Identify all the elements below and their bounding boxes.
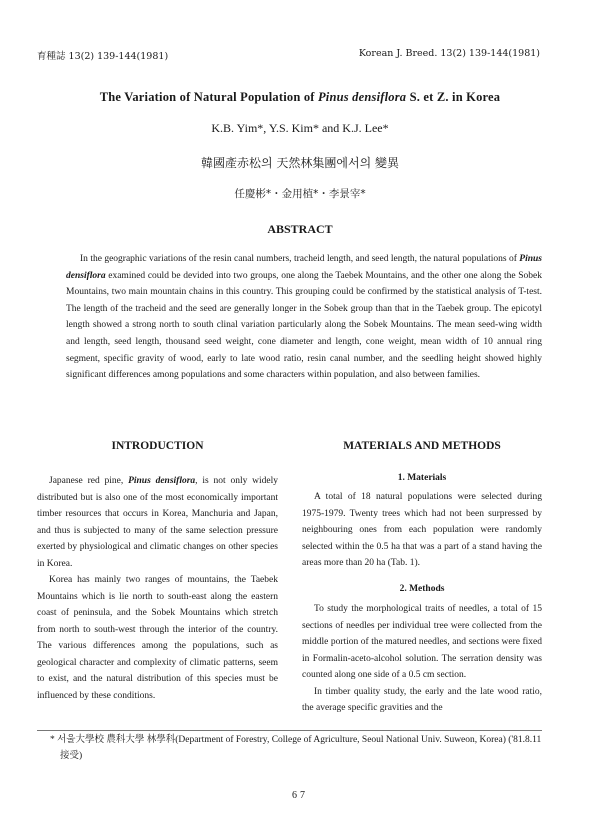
materials-body [302,489,542,572]
intro-paragraph-1 [37,473,278,572]
abstract-body [66,251,542,384]
intro-p1-b: , is not only widely distributed but is also one of the most economically important timber resources that occurs in Korea, Manchuria and Japan, and thus is subjected to many of the same selection pressure exerted by physiological and climatic changes on other species in Korea. [37,476,279,569]
paper-title [0,90,600,105]
methods-paragraph-2: In timber quality study, the early and the late wood ratio, the average specific gravities and the [302,686,542,713]
korean-title: 韓國產赤松의 天然林集團에서의 變異 [201,156,399,170]
introduction-heading: INTRODUCTION [111,440,204,452]
methods-paragraph-1: To study the morphological traits of needles, a total of 15 sections of needles per individual tree were collected from the middle portion of the matured needles, and sections were fixed in Formalin-aceto-alcohol solution. The serration density was counted along one side of a 0.5 cm section. [302,604,542,680]
intro-p1-a: Japanese red pine, [49,476,129,486]
running-header-english: Korean J. Breed. 13(2) 139-144(1981) [358,48,540,59]
title-part1: The Variation of Natural Population of [99,90,318,104]
footnote-rule [37,730,542,731]
title-part2: S. et Z. in Korea [406,90,501,104]
author-list: K.B. Yim*, Y.S. Kim* and K.J. Lee* [211,121,389,135]
materials-paragraph: A total of 18 natural populations were selected during 1975-1979. Twenty trees which had not been surpressed by neighbouring ones from each population were randomly selected within the 0.5 ha that was a part of a stand having the areas more than 20 ha (Tab. 1). [302,492,542,568]
abstract-text-b: examined could be devided into two groups, one along the Taebek Mountains, and the other one along the Sobek Mountains, two main mountain chains in this country. This grouping could be confirmed by the statistical analysis of T-test. The length of the tracheid and the seed are generally longer in the Sobek group than that in the Taebek group. The epicotyl length showed a strong north to south clinal variation particularly along the Sobek Mountains. The mean seed-wing width and length, seed length, thousand seed weight, cone diameter and length, cone weight, mean width of 10 annual ring segment, specific gravity of wood, early to late wood ratio, resin canal number, and the seedling height showed highly significant differences among populations and some characters within population, and also between families. [66,270,542,381]
methods-subheading: 2. Methods [399,584,445,594]
abstract-heading: ABSTRACT [267,222,333,236]
page-number: 67 [292,790,308,801]
materials-subheading: 1. Materials [397,473,447,483]
intro-species: Pinus densiflora [128,476,196,486]
abstract-species: Pinus densiflora [66,254,542,281]
running-header-korean: 育種誌 13(2) 139-144(1981) [37,51,169,62]
methods-body [302,601,542,717]
intro-paragraph-2: Korea has mainly two ranges of mountains, the Taebek Mountains which is lie north to south-east along the eastern coast of peninsula, and the Sobek Mountains which stretch from north to south-west through the interior of the country. The various differences among the populations, such as geological character and complexity of climatic patterns, seem to exist, and the natural distribution of this species must be influenced by these conditions. [37,575,278,701]
korean-author-list: 任慶彬*・金用植*・李景宰* [234,188,366,200]
abstract-text-a: In the geographic variations of the resin canal numbers, tracheid length, and seed length, the natural populations of [80,254,520,264]
introduction-body [37,473,278,704]
title-species: Pinus densiflora [317,90,407,104]
methods-heading: MATERIALS AND METHODS [343,440,501,452]
affiliation-footnote: * 서울大學校 農科大學 林學科(Department of Forestry, College of Agriculture, Seoul National Univ. Suweon, Korea) ('81.8.11 接受) [50,735,542,761]
